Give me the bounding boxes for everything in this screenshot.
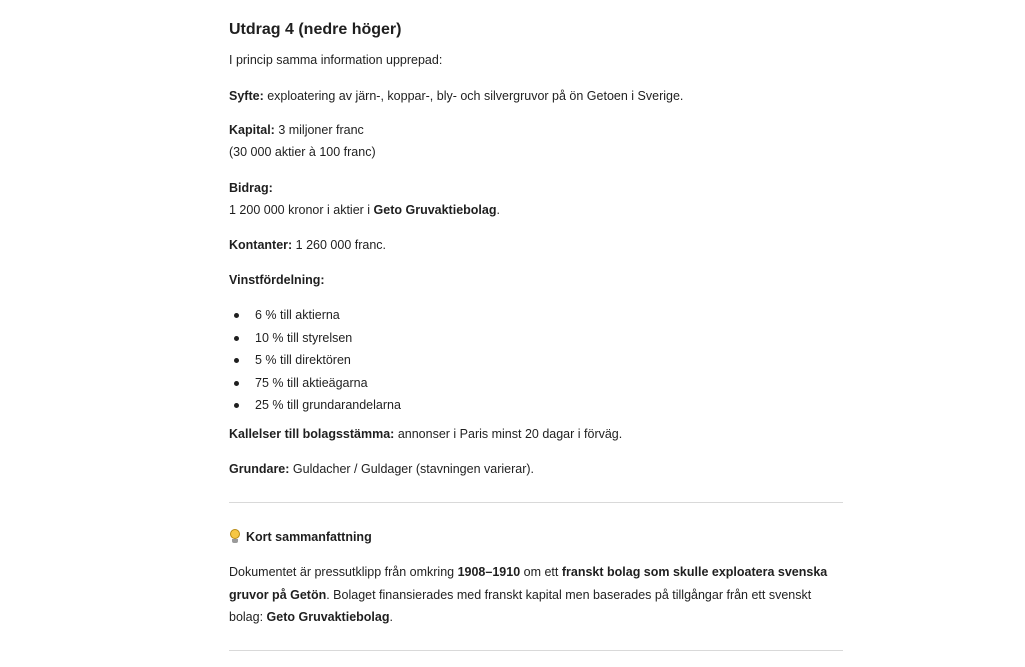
bidrag-label: Bidrag: <box>229 181 273 195</box>
bidrag-paragraph: 1 200 000 kronor i aktier i Geto Gruvaktiebolag. <box>229 203 500 217</box>
vinst-list <box>229 304 401 417</box>
syfte-text: exploatering av järn-, koppar-, bly- och silvergruvor på ön Getoen i Sverige. <box>263 89 684 103</box>
summary-title-text: Kort sammanfattning <box>246 530 372 544</box>
bullet-icon <box>234 313 239 318</box>
kapital-paragraph <box>229 119 364 141</box>
kallelser-paragraph <box>229 423 622 445</box>
kapital-text: 3 miljoner franc <box>274 123 364 137</box>
bullet-icon <box>234 336 239 341</box>
intro-text: I princip samma information upprepad: <box>229 53 443 67</box>
bidrag-company: Geto Gruvaktiebolag <box>373 203 497 217</box>
grundare-label: Grundare: <box>229 462 290 476</box>
kontanter-text: 1 260 000 franc. <box>292 238 387 252</box>
kontanter-paragraph <box>229 234 386 256</box>
bullet-icon <box>234 403 239 408</box>
kapital-note: (30 000 aktier à 100 franc) <box>229 145 376 159</box>
kontanter-label: Kontanter: <box>229 238 293 252</box>
list-item: 5 % till direktören <box>229 349 401 372</box>
syfte-label: Syfte: <box>229 89 264 103</box>
vinst-label: Vinstfördelning: <box>229 273 325 287</box>
grundare-text: Guldacher / Guldager (stavningen varierar). <box>289 462 534 476</box>
kallelser-label: Kallelser till bolagsstämma: <box>229 427 395 441</box>
list-item: 25 % till grundarandelarna <box>229 394 401 417</box>
grundare-paragraph <box>229 458 534 480</box>
list-item: 10 % till styrelsen <box>229 327 401 350</box>
section-heading: Utdrag 4 (nedre höger) <box>229 21 402 38</box>
syfte-paragraph <box>229 85 683 107</box>
list-item: 6 % till aktierna <box>229 304 401 327</box>
divider <box>229 502 843 503</box>
divider <box>229 650 843 651</box>
bidrag-text: 1 200 000 kronor i aktier i <box>229 203 374 217</box>
summary-heading <box>229 527 372 547</box>
list-item: 75 % till aktieägarna <box>229 372 401 395</box>
kallelser-text: annonser i Paris minst 20 dagar i förväg. <box>394 427 623 441</box>
kapital-label: Kapital: <box>229 123 275 137</box>
summary-paragraph: Dokumentet är pressutklipp från omkring 1908–1910 om ett franskt bolag som skulle exploatera svenska gruvor på Getön. Bolaget finansierades med franskt kapital men baserades på tillgångar från ett svenskt bolag: Geto Gruvaktiebolag. <box>229 565 828 624</box>
bullet-icon <box>234 358 239 363</box>
bullet-icon <box>234 381 239 386</box>
lightbulb-icon <box>229 529 241 545</box>
